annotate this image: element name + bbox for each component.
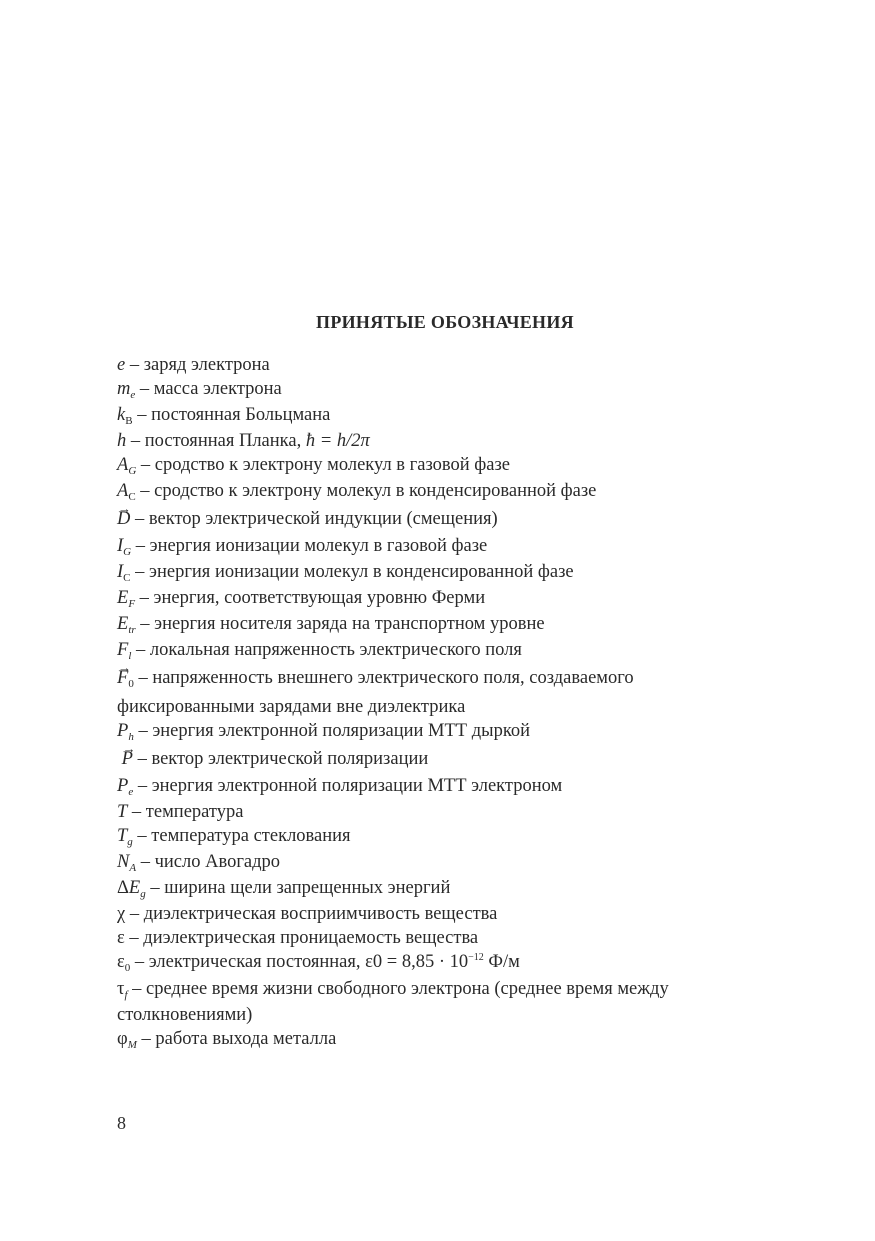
page-title: ПРИНЯТЫЕ ОБОЗНАЧЕНИЯ <box>316 312 574 332</box>
definition: – энергия ионизации молекул в газовой фазе <box>131 536 488 556</box>
notation-affinity-condensed <box>117 479 767 505</box>
vector-symbol: → D <box>117 505 130 534</box>
subscript: g <box>127 836 133 848</box>
notation-avogadro <box>117 850 767 876</box>
notation-electron-lifetime <box>117 977 767 1003</box>
subscript: 0 <box>128 678 134 690</box>
notation-work-function <box>117 1027 767 1053</box>
subscript: g <box>140 888 146 900</box>
notation-electron-lifetime-continued: столкновениями) <box>117 1005 253 1025</box>
symbol: I <box>117 536 124 556</box>
symbol: φ <box>117 1029 128 1049</box>
notation-susceptibility <box>117 902 767 926</box>
definition: – сродство к электрону молекул в конденсированной фазе <box>135 481 597 501</box>
subscript: e <box>128 786 134 798</box>
notation-electron-charge <box>117 353 767 377</box>
notation-list <box>117 353 767 1053</box>
subscript: G <box>123 546 132 558</box>
delta-prefix: Δ <box>117 878 129 898</box>
subscript: e <box>130 389 136 401</box>
subscript: 0 <box>124 962 131 974</box>
definition: – электрическая постоянная, ε0 = 8,85 · 10 <box>130 952 469 972</box>
notation-ionization-gas <box>117 534 767 560</box>
notation-temperature <box>117 800 767 824</box>
notation-ionization-condensed <box>117 560 767 586</box>
notation-polarization-vector <box>117 745 767 774</box>
definition: – температура <box>127 802 244 822</box>
definition: – энергия носителя заряда на транспортном уровне <box>135 614 545 634</box>
notation-electron-polarization <box>117 774 767 800</box>
subscript: h <box>128 731 134 743</box>
symbol: E <box>128 878 141 898</box>
definition: – диэлектрическая проницаемость вещества <box>124 928 479 948</box>
definition: – постоянная Планка, <box>126 431 306 451</box>
definition: – энергия электронной поляризации МТТ электроном <box>133 776 563 796</box>
symbol: h <box>117 431 127 451</box>
notation-permittivity <box>117 926 767 950</box>
symbol: E <box>117 588 129 608</box>
symbol: e <box>117 355 126 375</box>
notation-planck <box>117 429 767 453</box>
notation-hole-polarization <box>117 719 767 745</box>
symbol: T <box>117 826 128 846</box>
symbol: P <box>117 776 129 796</box>
symbol: χ <box>117 904 126 924</box>
notation-local-field <box>117 638 767 664</box>
symbol: ε <box>117 952 125 972</box>
symbol: E <box>117 614 129 634</box>
notation-glass-temperature <box>117 824 767 850</box>
subscript: A <box>129 862 137 874</box>
page-number: 8 <box>117 1113 126 1133</box>
symbol: N <box>117 852 130 872</box>
definition: – энергия, соответствующая уровню Ферми <box>135 588 486 608</box>
notation-electric-constant <box>117 950 767 977</box>
definition: – вектор электрической индукции (смещения) <box>130 509 498 529</box>
definition: – энергия электронной поляризации МТТ дыркой <box>133 721 531 741</box>
subscript: F <box>128 598 136 610</box>
definition: – число Авогадро <box>136 852 281 872</box>
notation-band-gap <box>117 876 767 902</box>
definition: – сродство к электрону молекул в газовой фазе <box>136 455 511 475</box>
notation-external-field-continued: фиксированными зарядами вне диэлектрика <box>117 697 466 717</box>
subscript: M <box>127 1039 137 1051</box>
definition: – масса электрона <box>135 379 282 399</box>
exponent: −12 <box>468 952 484 963</box>
subscript: G <box>128 465 137 477</box>
symbol: F <box>117 640 129 660</box>
definition: – ширина щели запрещенных энергий <box>145 878 451 898</box>
vector-symbol: → P <box>122 745 133 774</box>
subscript: f <box>124 989 128 1001</box>
symbol: A <box>117 455 129 475</box>
definition: – энергия ионизации молекул в конденсированной фазе <box>130 562 574 582</box>
notation-affinity-gas <box>117 453 767 479</box>
unit: Ф/м <box>483 952 520 972</box>
notation-displacement-vector <box>117 505 767 534</box>
notation-electron-mass <box>117 377 767 403</box>
symbol: A <box>117 481 129 501</box>
definition: – температура стеклования <box>132 826 351 846</box>
subscript: C <box>123 572 131 584</box>
symbol: m <box>117 379 131 399</box>
subscript: B <box>125 415 133 427</box>
definition: – работа выхода металла <box>136 1029 337 1049</box>
notation-transport-energy <box>117 612 767 638</box>
definition: – вектор электрической поляризации <box>132 749 429 769</box>
definition: – диэлектрическая восприимчивость вещества <box>125 904 498 924</box>
symbol: P <box>117 721 129 741</box>
subscript: tr <box>128 624 136 636</box>
definition: – локальная напряженность электрического поля <box>131 640 522 660</box>
symbol: T <box>117 802 128 822</box>
formula: ħ = h/2π <box>305 431 370 451</box>
symbol: I <box>117 562 124 582</box>
definition: – заряд электрона <box>125 355 270 375</box>
definition: – среднее время жизни свободного электрона (среднее время между <box>127 979 669 999</box>
subscript: C <box>128 491 136 503</box>
notation-fermi-energy <box>117 586 767 612</box>
notation-boltzmann <box>117 403 767 429</box>
subscript: l <box>128 650 132 662</box>
definition: – напряженность внешнего электрического поля, создаваемого <box>133 668 634 688</box>
vector-symbol: → F <box>117 664 128 693</box>
notation-external-field <box>117 664 767 695</box>
definition: – постоянная Больцмана <box>132 405 331 425</box>
symbol: k <box>117 405 126 425</box>
symbol: τ <box>117 979 125 999</box>
symbol: ε <box>117 928 125 948</box>
